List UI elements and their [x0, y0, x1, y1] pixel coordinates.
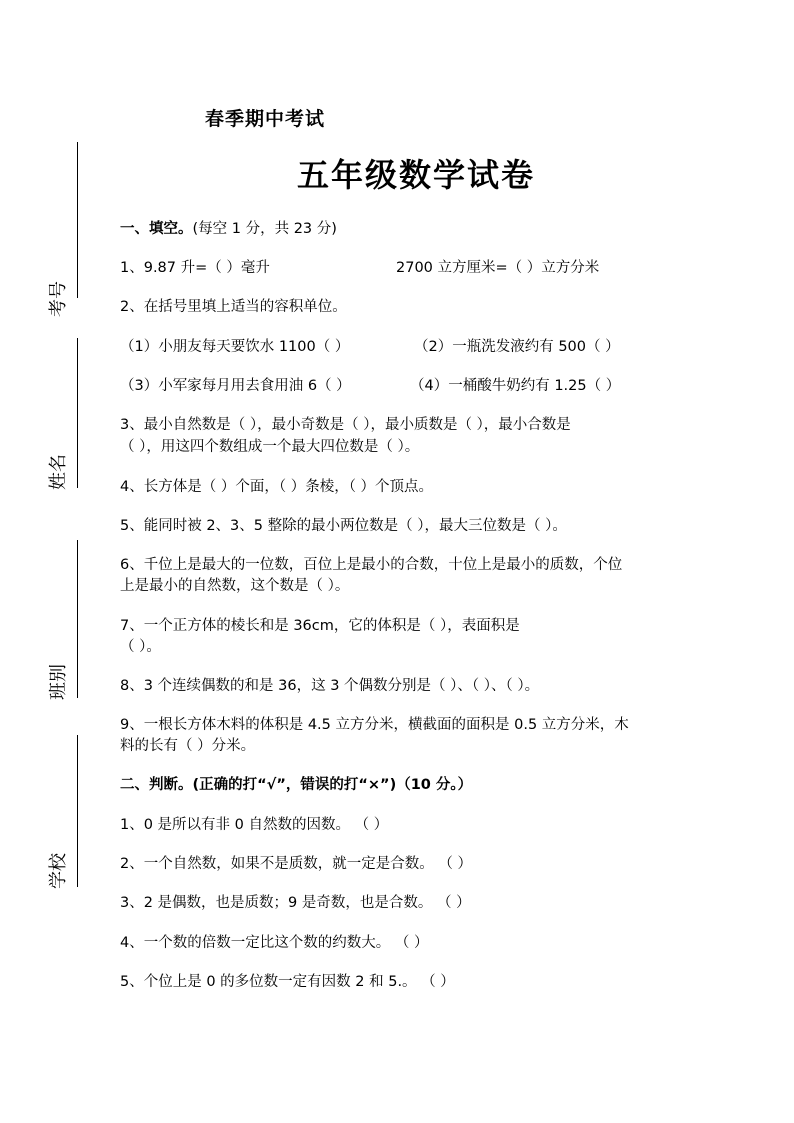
section1-heading: [120, 219, 337, 240]
exam-subtitle: 春季期中考试: [205, 108, 326, 130]
question-2-3: （3）小军家每月用去食用油 6（ ）: [120, 378, 351, 394]
name-label: 姓名: [48, 454, 69, 490]
question-1a: 1、9.87 升=（ ）毫升: [120, 260, 270, 276]
judge-4: 4、一个数的倍数一定比这个数的约数大。 （ ）: [120, 935, 429, 951]
exam-no-label: 考号: [48, 281, 69, 317]
question-9-line1: 9、一根长方体木料的体积是 4.5 立方分米，横截面的面积是 0.5 立方分米，木: [120, 717, 629, 733]
binding-line-3: [77, 540, 78, 698]
judge-2: 2、一个自然数，如果不是质数，就一定是合数。 （ ）: [120, 856, 472, 872]
question-2-4: （4）一桶酸牛奶约有 1.25（ ）: [410, 378, 621, 394]
section2-heading: 二、判断。(正确的打“√”，错误的打“×”)（10 分。）: [120, 777, 473, 793]
judge-1: 1、0 是所以有非 0 自然数的因数。 （ ）: [120, 817, 389, 833]
class-label: 班别: [48, 664, 69, 700]
question-2-1: （1）小朋友每天要饮水 1100（ ）: [120, 339, 350, 355]
question-3-line2: （ ），用这四个数组成一个最大四位数是（ ）。: [120, 439, 420, 455]
page-title: 五年级数学试卷: [297, 156, 536, 194]
question-5: 5、能同时被 2、3、5 整除的最小两位数是（ ），最大三位数是（ ）。: [120, 518, 567, 534]
question-9-line2: 料的长有（ ）分米。: [120, 738, 256, 754]
section1-note: (每空 1 分，共 23 分): [192, 221, 337, 237]
question-6-line1: 6、千位上是最大的一位数，百位上是最小的合数，十位上是最小的质数，个位: [120, 557, 623, 573]
question-6-line2: 上是最小的自然数，这个数是（ ）。: [120, 578, 350, 594]
school-label: 学校: [48, 853, 69, 889]
binding-line-top: [77, 142, 78, 298]
question-1b: 2700 立方厘米=（ ）立方分米: [396, 260, 600, 276]
judge-5: 5、个位上是 0 的多位数一定有因数 2 和 5.。 （ ）: [120, 974, 455, 990]
question-7-line2: （ ）。: [120, 639, 161, 655]
question-8: 8、3 个连续偶数的和是 36，这 3 个偶数分别是（ ）、（ ）、（ ）。: [120, 678, 540, 694]
question-7-line1: 7、一个正方体的棱长和是 36cm，它的体积是（ ），表面积是: [120, 618, 520, 634]
section1-heading-text: 一、填空。: [120, 221, 193, 237]
question-3-line1: 3、最小自然数是（ ），最小奇数是（ ），最小质数是（ ），最小合数是: [120, 417, 571, 433]
judge-3: 3、2 是偶数，也是质数；9 是奇数，也是合数。 （ ）: [120, 895, 471, 911]
question-2: 2、在括号里填上适当的容积单位。: [120, 299, 347, 315]
question-2-2: （2）一瓶洗发液约有 500（ ）: [414, 339, 620, 355]
question-4: 4、长方体是（ ）个面，（ ）条棱，（ ）个顶点。: [120, 479, 434, 495]
